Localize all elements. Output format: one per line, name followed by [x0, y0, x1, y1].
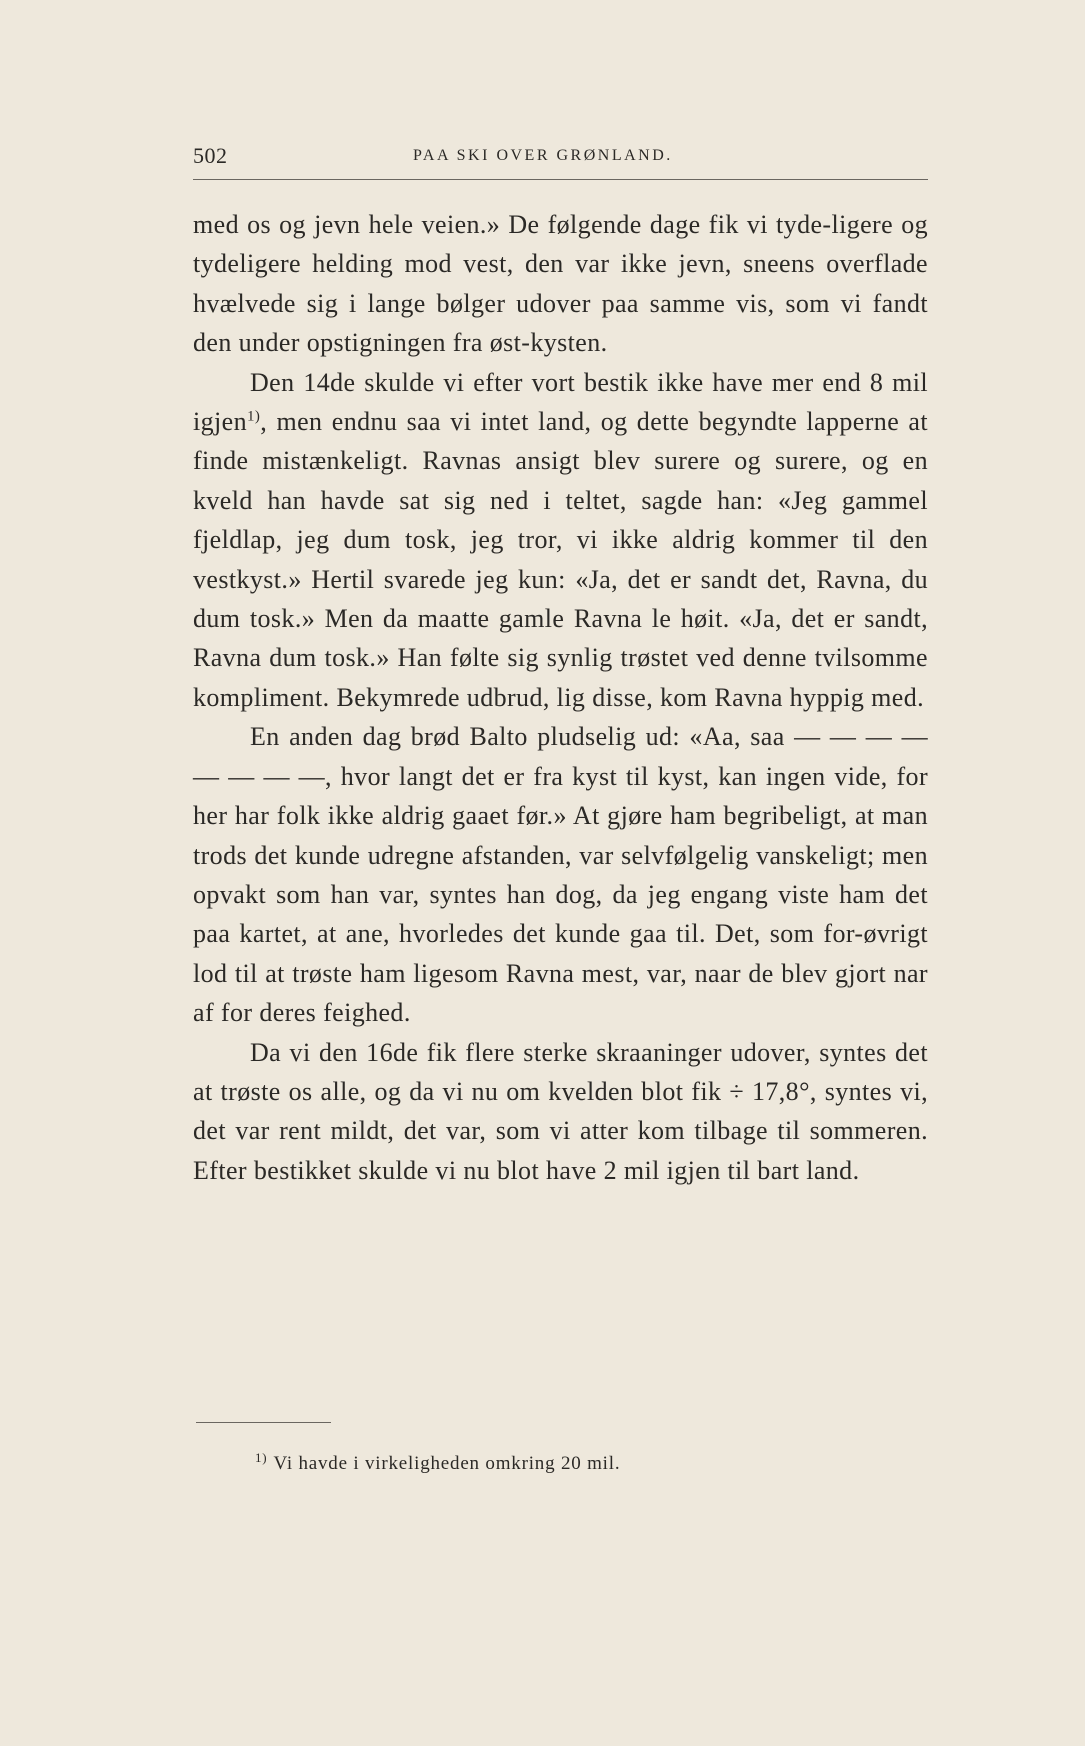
footnote-reference: 1)	[247, 408, 261, 425]
footnote-rule	[196, 1422, 331, 1423]
paragraph-2-part-a: Den 14de skulde vi efter vort bestik ikke have mer end 8 mil igjen	[193, 367, 928, 437]
paragraph-3: En anden dag brød Balto pludselig ud: «Aa, saa — — — — — — — —, hvor langt det er fra kyst til kyst, kan ingen vide, for her har folk ikke aldrig gaaet før.» At gjøre ham begribeligt, at man trods det kunde udregne afstanden, var selvfølgelig vanskeligt; men opvakt som han var, syntes han dog, da jeg engang viste ham det paa kartet, at ane, hvorledes det kunde gaa til. Det, som for-øvrigt lod til at trøste ham ligesom Ravna mest, var, naar de blev gjort nar af for deres feighed.	[193, 722, 928, 1028]
header-rule	[193, 179, 928, 180]
page-number: 502	[193, 143, 228, 168]
paragraph-2-part-b: , men endnu saa vi intet land, og dette begyndte lapperne at finde mistænkeligt. Ravnas ansigt blev surere og surere, og en kveld han havde sat sig ned i teltet, sagde han: «Jeg gammel fjeldlap, jeg dum tosk, jeg tror, vi ikke aldrig kommer til den vestkyst.» Hertil svarede jeg kun: «Ja, det er sandt det, Ravna, du dum tosk.» Men da maatte gamle Ravna le høit. «Ja, det er sandt, Ravna dum tosk.» Han følte sig synlig trøstet ved denne tvilsomme kompliment. Bekymrede udbrud, lig disse, kom Ravna hyppig med.	[193, 407, 928, 712]
running-head	[193, 143, 928, 179]
footnote-text: Vi havde i virkeligheden omkring 20 mil.	[273, 1453, 621, 1474]
paragraph-4: Da vi den 16de fik flere sterke skraaninger udover, syntes det at trøste os alle, og da vi nu om kvelden blot fik ÷ 17,8°, syntes vi, det var rent mildt, det var, som vi atter kom tilbage til sommeren. Efter bestikket skulde vi nu blot have 2 mil igjen til bart land.	[193, 1037, 928, 1185]
footnote-marker: 1)	[255, 1449, 268, 1465]
body-text	[193, 205, 928, 1190]
paragraph-2	[193, 363, 928, 718]
footnote	[255, 1449, 621, 1475]
running-title: PAA SKI OVER GRØNLAND.	[413, 147, 673, 164]
paragraph-1: med os og jevn hele veien.» De følgende dage fik vi tyde-ligere og tydeligere helding mod vest, den var ikke jevn, sneens overflade hvælvede sig i lange bølger udover paa samme vis, som vi fandt den under opstigningen fra øst-kysten.	[193, 210, 928, 358]
